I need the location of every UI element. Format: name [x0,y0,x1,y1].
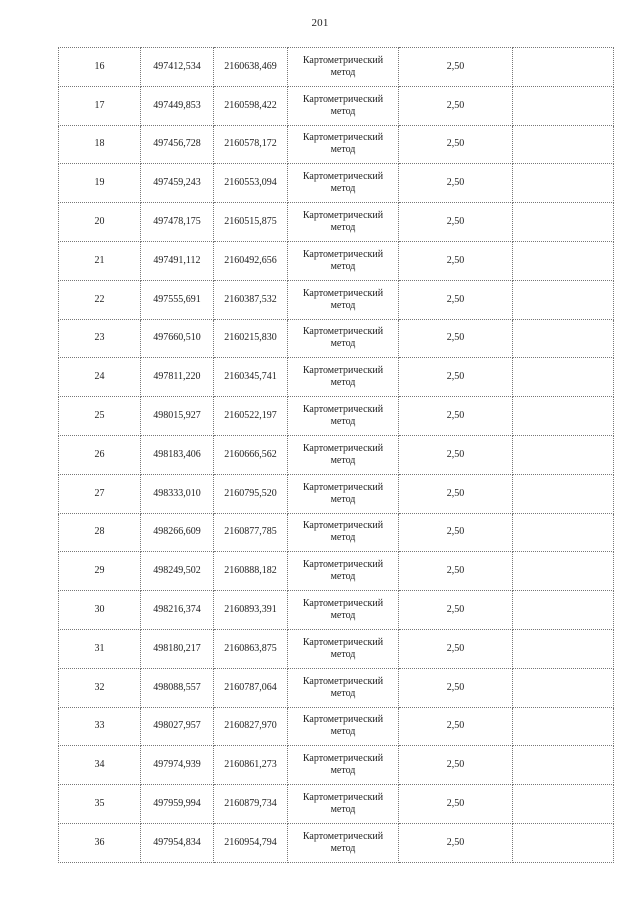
x-coordinate-cell: 497811,220 [141,358,214,397]
table-row [59,319,614,358]
x-coordinate-cell: 498027,957 [141,707,214,746]
table-row [59,435,614,474]
table-row [59,358,614,397]
accuracy-cell: 2,50 [399,164,513,203]
method-cell: Картометрический метод [288,358,399,397]
table-row [59,48,614,87]
y-coordinate-cell: 2160578,172 [214,125,288,164]
point-number-cell: 35 [59,785,141,824]
accuracy-cell: 2,50 [399,823,513,862]
note-cell [513,629,614,668]
note-cell [513,241,614,280]
table-row [59,591,614,630]
table-row [59,513,614,552]
point-number-cell: 20 [59,203,141,242]
accuracy-cell: 2,50 [399,241,513,280]
point-number-cell: 29 [59,552,141,591]
y-coordinate-cell: 2160522,197 [214,397,288,436]
y-coordinate-cell: 2160954,794 [214,823,288,862]
point-number-cell: 28 [59,513,141,552]
y-coordinate-cell: 2160215,830 [214,319,288,358]
point-number-cell: 33 [59,707,141,746]
note-cell [513,785,614,824]
note-cell [513,48,614,87]
point-number-cell: 23 [59,319,141,358]
method-cell: Картометрический метод [288,241,399,280]
point-number-cell: 26 [59,435,141,474]
note-cell [513,164,614,203]
method-cell: Картометрический метод [288,164,399,203]
y-coordinate-cell: 2160345,741 [214,358,288,397]
note-cell [513,358,614,397]
note-cell [513,435,614,474]
table-row [59,785,614,824]
method-cell: Картометрический метод [288,629,399,668]
x-coordinate-cell: 497456,728 [141,125,214,164]
point-number-cell: 36 [59,823,141,862]
point-number-cell: 18 [59,125,141,164]
accuracy-cell: 2,50 [399,280,513,319]
note-cell [513,319,614,358]
y-coordinate-cell: 2160795,520 [214,474,288,513]
y-coordinate-cell: 2160863,875 [214,629,288,668]
x-coordinate-cell: 498216,374 [141,591,214,630]
accuracy-cell: 2,50 [399,785,513,824]
x-coordinate-cell: 497478,175 [141,203,214,242]
method-cell: Картометрический метод [288,125,399,164]
note-cell [513,397,614,436]
method-cell: Картометрический метод [288,397,399,436]
table-row [59,86,614,125]
note-cell [513,552,614,591]
point-number-cell: 31 [59,629,141,668]
table-row [59,203,614,242]
x-coordinate-cell: 497660,510 [141,319,214,358]
y-coordinate-cell: 2160515,875 [214,203,288,242]
point-number-cell: 32 [59,668,141,707]
note-cell [513,823,614,862]
accuracy-cell: 2,50 [399,397,513,436]
table-row [59,552,614,591]
note-cell [513,513,614,552]
y-coordinate-cell: 2160553,094 [214,164,288,203]
point-number-cell: 34 [59,746,141,785]
table-row [59,707,614,746]
method-cell: Картометрический метод [288,203,399,242]
x-coordinate-cell: 498180,217 [141,629,214,668]
x-coordinate-cell: 498333,010 [141,474,214,513]
method-cell: Картометрический метод [288,280,399,319]
coordinates-table [58,47,614,863]
accuracy-cell: 2,50 [399,746,513,785]
accuracy-cell: 2,50 [399,358,513,397]
x-coordinate-cell: 498088,557 [141,668,214,707]
method-cell: Картометрический метод [288,707,399,746]
y-coordinate-cell: 2160666,562 [214,435,288,474]
y-coordinate-cell: 2160877,785 [214,513,288,552]
point-number-cell: 30 [59,591,141,630]
accuracy-cell: 2,50 [399,319,513,358]
note-cell [513,280,614,319]
method-cell: Картометрический метод [288,823,399,862]
page-number: 201 [311,17,329,29]
x-coordinate-cell: 497555,691 [141,280,214,319]
note-cell [513,668,614,707]
y-coordinate-cell: 2160827,970 [214,707,288,746]
point-number-cell: 21 [59,241,141,280]
note-cell [513,125,614,164]
method-cell: Картометрический метод [288,746,399,785]
note-cell [513,203,614,242]
y-coordinate-cell: 2160879,734 [214,785,288,824]
coordinates-table-body [59,48,614,863]
method-cell: Картометрический метод [288,591,399,630]
table-row [59,125,614,164]
accuracy-cell: 2,50 [399,629,513,668]
accuracy-cell: 2,50 [399,552,513,591]
accuracy-cell: 2,50 [399,707,513,746]
note-cell [513,474,614,513]
accuracy-cell: 2,50 [399,125,513,164]
y-coordinate-cell: 2160893,391 [214,591,288,630]
point-number-cell: 16 [59,48,141,87]
table-row [59,241,614,280]
accuracy-cell: 2,50 [399,474,513,513]
method-cell: Картометрический метод [288,48,399,87]
point-number-cell: 25 [59,397,141,436]
note-cell [513,746,614,785]
method-cell: Картометрический метод [288,785,399,824]
table-row [59,397,614,436]
note-cell [513,591,614,630]
y-coordinate-cell: 2160888,182 [214,552,288,591]
note-cell [513,707,614,746]
table-row [59,474,614,513]
table-row [59,668,614,707]
x-coordinate-cell: 498266,609 [141,513,214,552]
method-cell: Картометрический метод [288,474,399,513]
x-coordinate-cell: 497412,534 [141,48,214,87]
y-coordinate-cell: 2160598,422 [214,86,288,125]
point-number-cell: 19 [59,164,141,203]
y-coordinate-cell: 2160638,469 [214,48,288,87]
table-row [59,823,614,862]
method-cell: Картометрический метод [288,668,399,707]
x-coordinate-cell: 498015,927 [141,397,214,436]
table-row [59,280,614,319]
y-coordinate-cell: 2160492,656 [214,241,288,280]
method-cell: Картометрический метод [288,319,399,358]
point-number-cell: 24 [59,358,141,397]
y-coordinate-cell: 2160861,273 [214,746,288,785]
accuracy-cell: 2,50 [399,435,513,474]
table-row [59,746,614,785]
x-coordinate-cell: 498183,406 [141,435,214,474]
accuracy-cell: 2,50 [399,48,513,87]
method-cell: Картометрический метод [288,513,399,552]
y-coordinate-cell: 2160787,064 [214,668,288,707]
y-coordinate-cell: 2160387,532 [214,280,288,319]
x-coordinate-cell: 497959,994 [141,785,214,824]
accuracy-cell: 2,50 [399,203,513,242]
accuracy-cell: 2,50 [399,668,513,707]
point-number-cell: 27 [59,474,141,513]
method-cell: Картометрический метод [288,435,399,474]
table-row [59,164,614,203]
x-coordinate-cell: 497449,853 [141,86,214,125]
x-coordinate-cell: 497954,834 [141,823,214,862]
accuracy-cell: 2,50 [399,513,513,552]
accuracy-cell: 2,50 [399,591,513,630]
point-number-cell: 17 [59,86,141,125]
x-coordinate-cell: 497974,939 [141,746,214,785]
x-coordinate-cell: 497459,243 [141,164,214,203]
table-row [59,629,614,668]
point-number-cell: 22 [59,280,141,319]
accuracy-cell: 2,50 [399,86,513,125]
x-coordinate-cell: 498249,502 [141,552,214,591]
method-cell: Картометрический метод [288,86,399,125]
x-coordinate-cell: 497491,112 [141,241,214,280]
method-cell: Картометрический метод [288,552,399,591]
note-cell [513,86,614,125]
